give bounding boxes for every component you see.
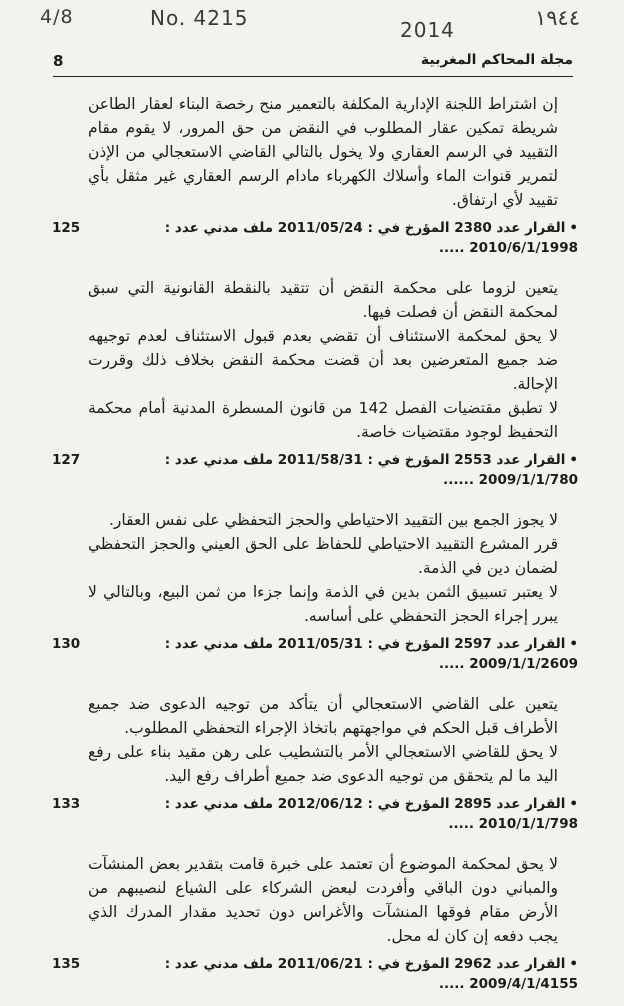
ruling-text: القرار عدد 2553 المؤرخ في : 2011/58/31 ملف مدني عدد : 2009/1/1/780 ...... [164, 452, 578, 488]
paragraph: لا يحق لمحكمة الاستئناف أن تقضي بعدم قبول الاستئناف لعدم توجيهه ضد جميع المتعرضين بعد أن قضت محكمة النقض بخلاف ذلك وقررت الإحالة. [88, 327, 558, 393]
handwritten-page-note: 4/8 [40, 6, 74, 28]
ruling-page: 130 [52, 636, 81, 652]
bullet-icon: • [569, 796, 578, 812]
handwritten-number: ١٩٤٤ [535, 6, 581, 30]
paragraph: لا يحق لمحكمة الموضوع أن تعتمد على خبرة قامت بتقدير بعض المنشآت والمباني دون الباقي وأفردت لبعض الشركاء على الشياع لنصيبهم من الأرض مقام فوقها المنشآت والأغراس دون تحديد مقدار المدرك الذي يجب دفعه إن كان له محل. [88, 855, 558, 945]
ruling-reference [52, 634, 578, 674]
bullet-icon: • [569, 220, 578, 236]
paragraph: إن اشتراط اللجنة الإدارية المكلفة بالتعمير منح رخصة البناء لعقار الطاعن شريطة تمكين عقار المطلوب في النقض من حق المرور، لا يقوم مقام التقييد في الرسم العقاري ولا يخول بالتالي القاضي الاستعجالي من الإذن لتمرير قنوات الماء وأسلاك الكهرباء مادام الرسم العقاري غير مثقل بأي تقييد لأي ارتفاق. [88, 95, 558, 209]
paragraph: لا يجوز الجمع بين التقييد الاحتياطي والحجز التحفظي على نفس العقار. [108, 511, 558, 529]
page-header [53, 46, 573, 77]
ruling-text: القرار عدد 2962 المؤرخ في : 2011/06/21 ملف مدني عدد : 2009/4/1/4155 ..... [164, 956, 578, 992]
paragraph: قرر المشرع التقييد الاحتياطي للحفاظ على الحق العيني والحجز التحفظي لضمان دين في الذمة. [88, 535, 558, 577]
handwritten-year: 2014 [400, 18, 455, 42]
ruling-page: 133 [52, 796, 81, 812]
ruling-reference [52, 218, 578, 258]
ruling-page: 127 [52, 452, 81, 468]
paragraph: لا يعتبر تسبيق الثمن بدين في الذمة وإنما جزءا من ثمن البيع، وبالتالي لا يبرر إجراء الحجز التحفظي على أساسه. [88, 583, 558, 625]
ruling-reference [52, 794, 578, 834]
document-body [52, 92, 578, 1006]
ruling-text: القرار عدد 2380 المؤرخ في : 2011/05/24 ملف مدني عدد : 2010/6/1/1998 ..... [164, 220, 578, 256]
ruling-page: 135 [52, 956, 81, 972]
journal-title: مجلة المحاكم المغربية [420, 52, 573, 68]
page-number: 8 [53, 52, 64, 70]
ruling-page: 125 [52, 220, 81, 236]
paragraph: لا يحق للقاضي الاستعجالي الأمر بالتشطيب على رهن مقيد بناء على رفع اليد ما لم يتحقق من توجيه الدعوى ضد جميع أطراف رفع اليد. [88, 743, 558, 785]
paragraph: يتعين لزوما على محكمة النقض أن تتقيد بالنقطة القانونية التي سبق لمحكمة النقض أن فصلت فيها. [88, 279, 558, 321]
bullet-icon: • [569, 636, 578, 652]
ruling-reference [52, 954, 578, 994]
paragraph: يتعين على القاضي الاستعجالي أن يتأكد من توجيه الدعوى ضد جميع الأطراف قبل الحكم في مواجهتهم باتخاذ الإجراء التحفظي المطلوب. [88, 695, 558, 737]
ruling-text: القرار عدد 2895 المؤرخ في : 2012/06/12 ملف مدني عدد : 2010/1/1/798 ..... [164, 796, 578, 832]
bullet-icon: • [569, 452, 578, 468]
paragraph: لا تطبق مقتضيات الفصل 142 من قانون المسطرة المدنية أمام محكمة التحفيظ لوجود مقتضيات خاصة. [88, 399, 559, 441]
handwritten-reference: No. 4215 [150, 6, 249, 30]
bullet-icon: • [569, 956, 578, 972]
ruling-reference [52, 450, 578, 490]
ruling-text: القرار عدد 2597 المؤرخ في : 2011/05/31 ملف مدني عدد : 2009/1/1/2609 ..... [164, 636, 578, 672]
